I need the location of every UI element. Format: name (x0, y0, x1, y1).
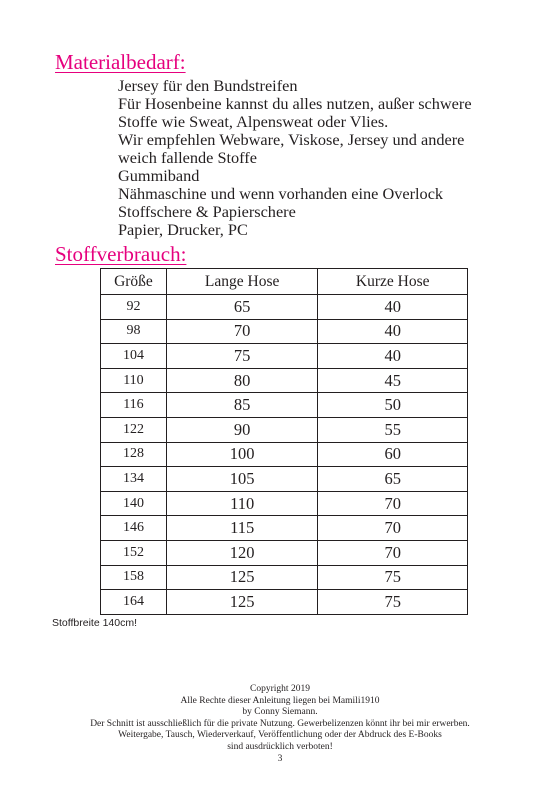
table-row (101, 344, 468, 369)
table-row (101, 417, 468, 442)
footer-line: Copyright 2019 (250, 684, 310, 694)
footer-line: Der Schnitt ist ausschließlich für die private Nutzung. Gewerbelizenzen könnt ihr bei mir erwerben. (90, 718, 470, 729)
table-row (101, 442, 468, 467)
cell-size: 134 (101, 467, 167, 492)
cell-long-pants: 125 (166, 590, 318, 615)
header-long-pants: Lange Hose (166, 269, 318, 295)
consumption-heading: Stoffverbrauch: (55, 242, 187, 266)
table-header-row (101, 269, 468, 295)
table-row (101, 467, 468, 492)
table-row (101, 516, 468, 541)
material-line: Papier, Drucker, PC (118, 220, 248, 239)
page-number: 3 (277, 753, 283, 764)
materials-heading: Materialbedarf: (55, 50, 186, 74)
fabric-consumption-table (100, 268, 468, 615)
cell-long-pants: 70 (166, 319, 318, 344)
cell-long-pants: 80 (166, 368, 318, 393)
material-line: Stoffe wie Sweat, Alpensweat oder Vlies. (118, 112, 389, 131)
cell-long-pants: 85 (166, 393, 318, 418)
cell-short-pants: 70 (318, 540, 468, 565)
material-line: Für Hosenbeine kannst du alles nutzen, außer schwere (118, 94, 472, 113)
cell-size: 146 (101, 516, 167, 541)
cell-long-pants: 120 (166, 540, 318, 565)
cell-long-pants: 65 (166, 295, 318, 320)
table-row (101, 590, 468, 615)
table-row (101, 565, 468, 590)
cell-short-pants: 50 (318, 393, 468, 418)
cell-short-pants: 40 (318, 344, 468, 369)
cell-long-pants: 125 (166, 565, 318, 590)
header-size: Größe (101, 269, 167, 295)
cell-size: 128 (101, 442, 167, 467)
material-line: Gummiband (118, 166, 200, 185)
cell-size: 92 (101, 295, 167, 320)
material-line: weich fallende Stoffe (118, 148, 257, 167)
table-row (101, 491, 468, 516)
cell-short-pants: 70 (318, 491, 468, 516)
footer-line: Weitergabe, Tausch, Wiederverkauf, Veröffentlichung oder der Abdruck des E-Books (118, 730, 442, 741)
table-body (101, 295, 468, 615)
cell-long-pants: 100 (166, 442, 318, 467)
table-row (101, 368, 468, 393)
footer-line: by Conny Siemann. (242, 707, 318, 718)
cell-size: 140 (101, 491, 167, 516)
cell-size: 158 (101, 565, 167, 590)
cell-long-pants: 115 (166, 516, 318, 541)
cell-long-pants: 75 (166, 344, 318, 369)
cell-size: 98 (101, 319, 167, 344)
table-row (101, 393, 468, 418)
cell-size: 104 (101, 344, 167, 369)
cell-size: 110 (101, 368, 167, 393)
footer-line: sind ausdrücklich verboten! (227, 741, 333, 752)
cell-short-pants: 45 (318, 368, 468, 393)
cell-short-pants: 60 (318, 442, 468, 467)
fabric-width-note: Stoffbreite 140cm! (52, 617, 138, 629)
cell-short-pants: 75 (318, 590, 468, 615)
cell-short-pants: 40 (318, 295, 468, 320)
materials-list (118, 77, 538, 239)
table-row (101, 540, 468, 565)
cell-short-pants: 65 (318, 467, 468, 492)
footer-line: Alle Rechte dieser Anleitung liegen bei Mamili1910 (180, 695, 380, 706)
cell-size: 122 (101, 417, 167, 442)
cell-long-pants: 90 (166, 417, 318, 442)
cell-short-pants: 75 (318, 565, 468, 590)
header-short-pants: Kurze Hose (318, 269, 468, 295)
cell-short-pants: 70 (318, 516, 468, 541)
material-line: Wir empfehlen Webware, Viskose, Jersey und andere (118, 130, 465, 149)
material-line: Jersey für den Bundstreifen (118, 76, 298, 95)
cell-size: 152 (101, 540, 167, 565)
table-row (101, 319, 468, 344)
table-row (101, 295, 468, 320)
cell-long-pants: 105 (166, 467, 318, 492)
copyright-footer (0, 684, 560, 765)
cell-size: 164 (101, 590, 167, 615)
cell-short-pants: 55 (318, 417, 468, 442)
cell-long-pants: 110 (166, 491, 318, 516)
cell-short-pants: 40 (318, 319, 468, 344)
cell-size: 116 (101, 393, 167, 418)
material-line: Nähmaschine und wenn vorhanden eine Overlock (118, 184, 444, 203)
material-line: Stoffschere & Papierschere (118, 202, 296, 221)
